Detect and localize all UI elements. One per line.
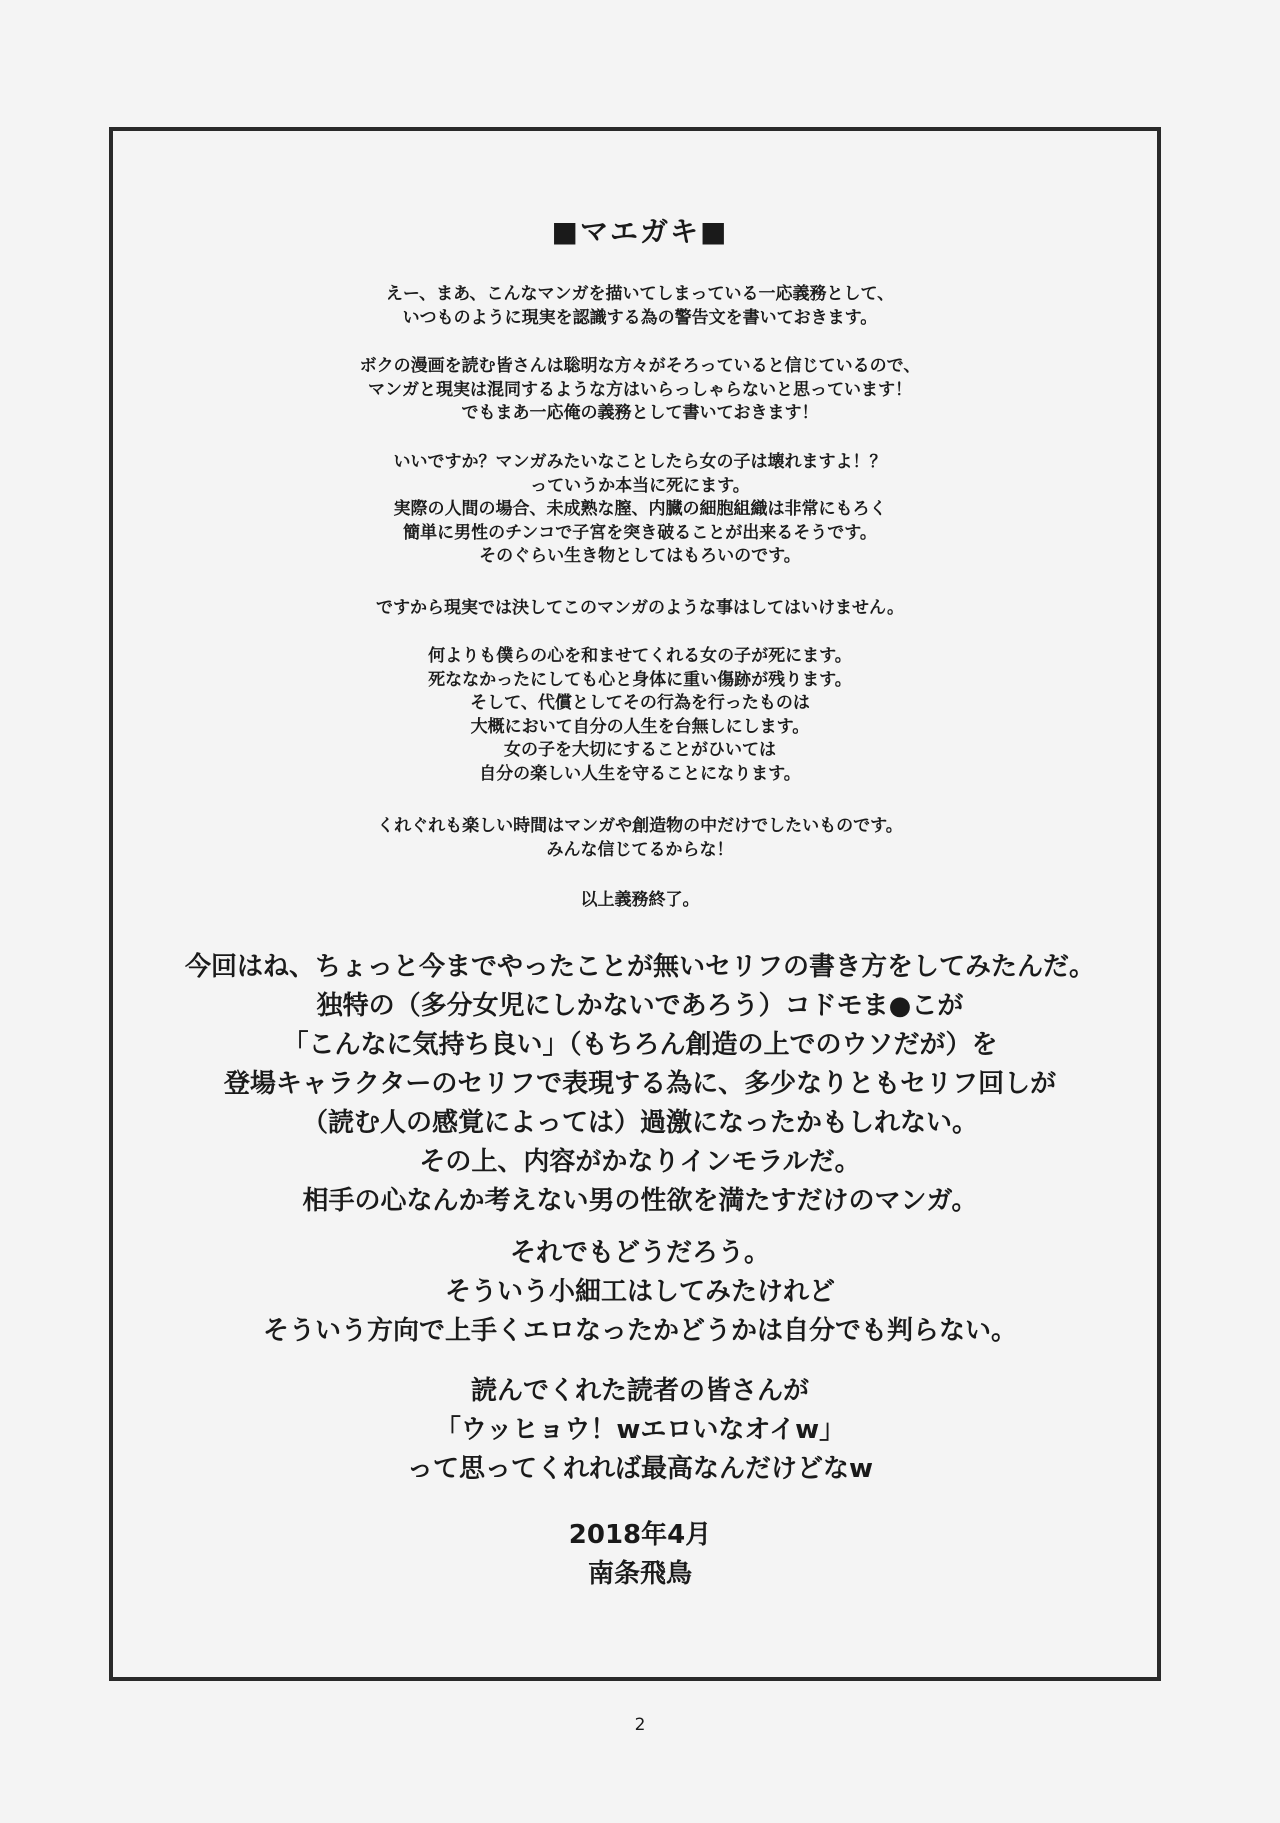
text-line: っていうか本当に死にます。 — [530, 475, 750, 496]
signature-block — [0, 1516, 1280, 1594]
large-paragraph-3 — [0, 1372, 1280, 1489]
text-line: マンガと現実は混同するような方はいらっしゃらないと思っています！ — [368, 379, 912, 400]
text-line: 「こんなに気持ち良い」（もちろん創造の上でのウソだが）を — [282, 1030, 998, 1060]
page-title: ■マエガキ■ — [551, 215, 729, 248]
text-line: 何よりも僕らの心を和ませてくれる女の子が死にます。 — [428, 646, 852, 666]
paragraph-4 — [0, 597, 1280, 621]
text-line: 「ウッヒョウ！wエロいなオイw」 — [434, 1415, 846, 1445]
text-line: そういう方向で上手くエロなったかどうかは自分でも判らない。 — [262, 1316, 1017, 1346]
text-line: 相手の心なんか考えない男の性欲を満たすだけのマンガ。 — [302, 1186, 978, 1216]
text-line: （読む人の感覚によっては）過激になったかもしれない。 — [301, 1108, 978, 1138]
text-line: 簡単に男性のチンコで子宮を突き破ることが出来るそうです。 — [403, 522, 877, 543]
text-line: ですから現実では決してこのマンガのような事はしてはいけません。 — [375, 598, 905, 618]
paragraph-intro — [0, 283, 1280, 330]
large-paragraph-1 — [0, 948, 1280, 1221]
text-line: ボクの漫画を読む皆さんは聡明な方々がそろっていると信じているので、 — [359, 356, 921, 376]
page-number: 2 — [634, 1715, 646, 1735]
date-line: 2018年4月 — [568, 1520, 712, 1550]
text-line: 今回はね、ちょっと今までやったことが無いセリフの書き方をしてみたんだ。 — [184, 952, 1095, 982]
text-line: 読んでくれた読者の皆さんが — [470, 1376, 809, 1406]
text-line: でもまあ一応俺の義務として書いておきます！ — [461, 403, 819, 423]
text-line: 女の子を大切にすることがひいては — [504, 740, 776, 760]
large-paragraph-2 — [0, 1234, 1280, 1351]
paragraph-3 — [0, 451, 1280, 569]
text-line: えー、まあ、こんなマンガを描いてしまっている一応義務として、 — [385, 284, 895, 304]
text-line: いいですか？マンガみたいなことしたら女の子は壊れますよ！？ — [393, 452, 887, 472]
text-line: って思ってくれれば最高なんだけどなw — [406, 1454, 874, 1484]
paragraph-2 — [0, 355, 1280, 426]
text-line: そして、代償としてその行為を行ったものは — [470, 693, 810, 713]
paragraph-7 — [0, 889, 1280, 913]
text-line: いつものように現実を認識する為の警告文を書いておきます。 — [402, 307, 878, 328]
text-line: 登場キャラクターのセリフで表現する為に、多少なりともセリフ回しが — [223, 1069, 1057, 1099]
text-line: くれぐれも楽しい時間はマンガや創造物の中だけでしたいものです。 — [377, 816, 903, 836]
text-line: みんな信じてるからな！ — [546, 839, 734, 860]
text-line: 大概において自分の人生を台無しにします。 — [470, 716, 810, 737]
text-line: 実際の人間の場合、未成熟な膣、内臓の細胞組織は非常にもろく — [393, 499, 887, 519]
paragraph-6 — [0, 815, 1280, 862]
text-line: 自分の楽しい人生を守ることになります。 — [479, 763, 801, 784]
text-line: 以上義務終了。 — [580, 890, 700, 910]
text-line: そのぐらい生き物としてはもろいのです。 — [479, 546, 801, 566]
author-name: 南条飛鳥 — [587, 1559, 692, 1589]
text-line: そういう小細工はしてみたけれど — [444, 1277, 835, 1307]
text-line: その上、内容がかなりインモラルだ。 — [419, 1147, 861, 1177]
text-line: 死ななかったにしても心と身体に重い傷跡が残ります。 — [428, 669, 852, 690]
text-line: それでもどうだろう。 — [509, 1238, 770, 1268]
text-line: 独特の（多分女児にしかないであろう）コドモま●こが — [316, 991, 964, 1021]
paragraph-5 — [0, 645, 1280, 786]
